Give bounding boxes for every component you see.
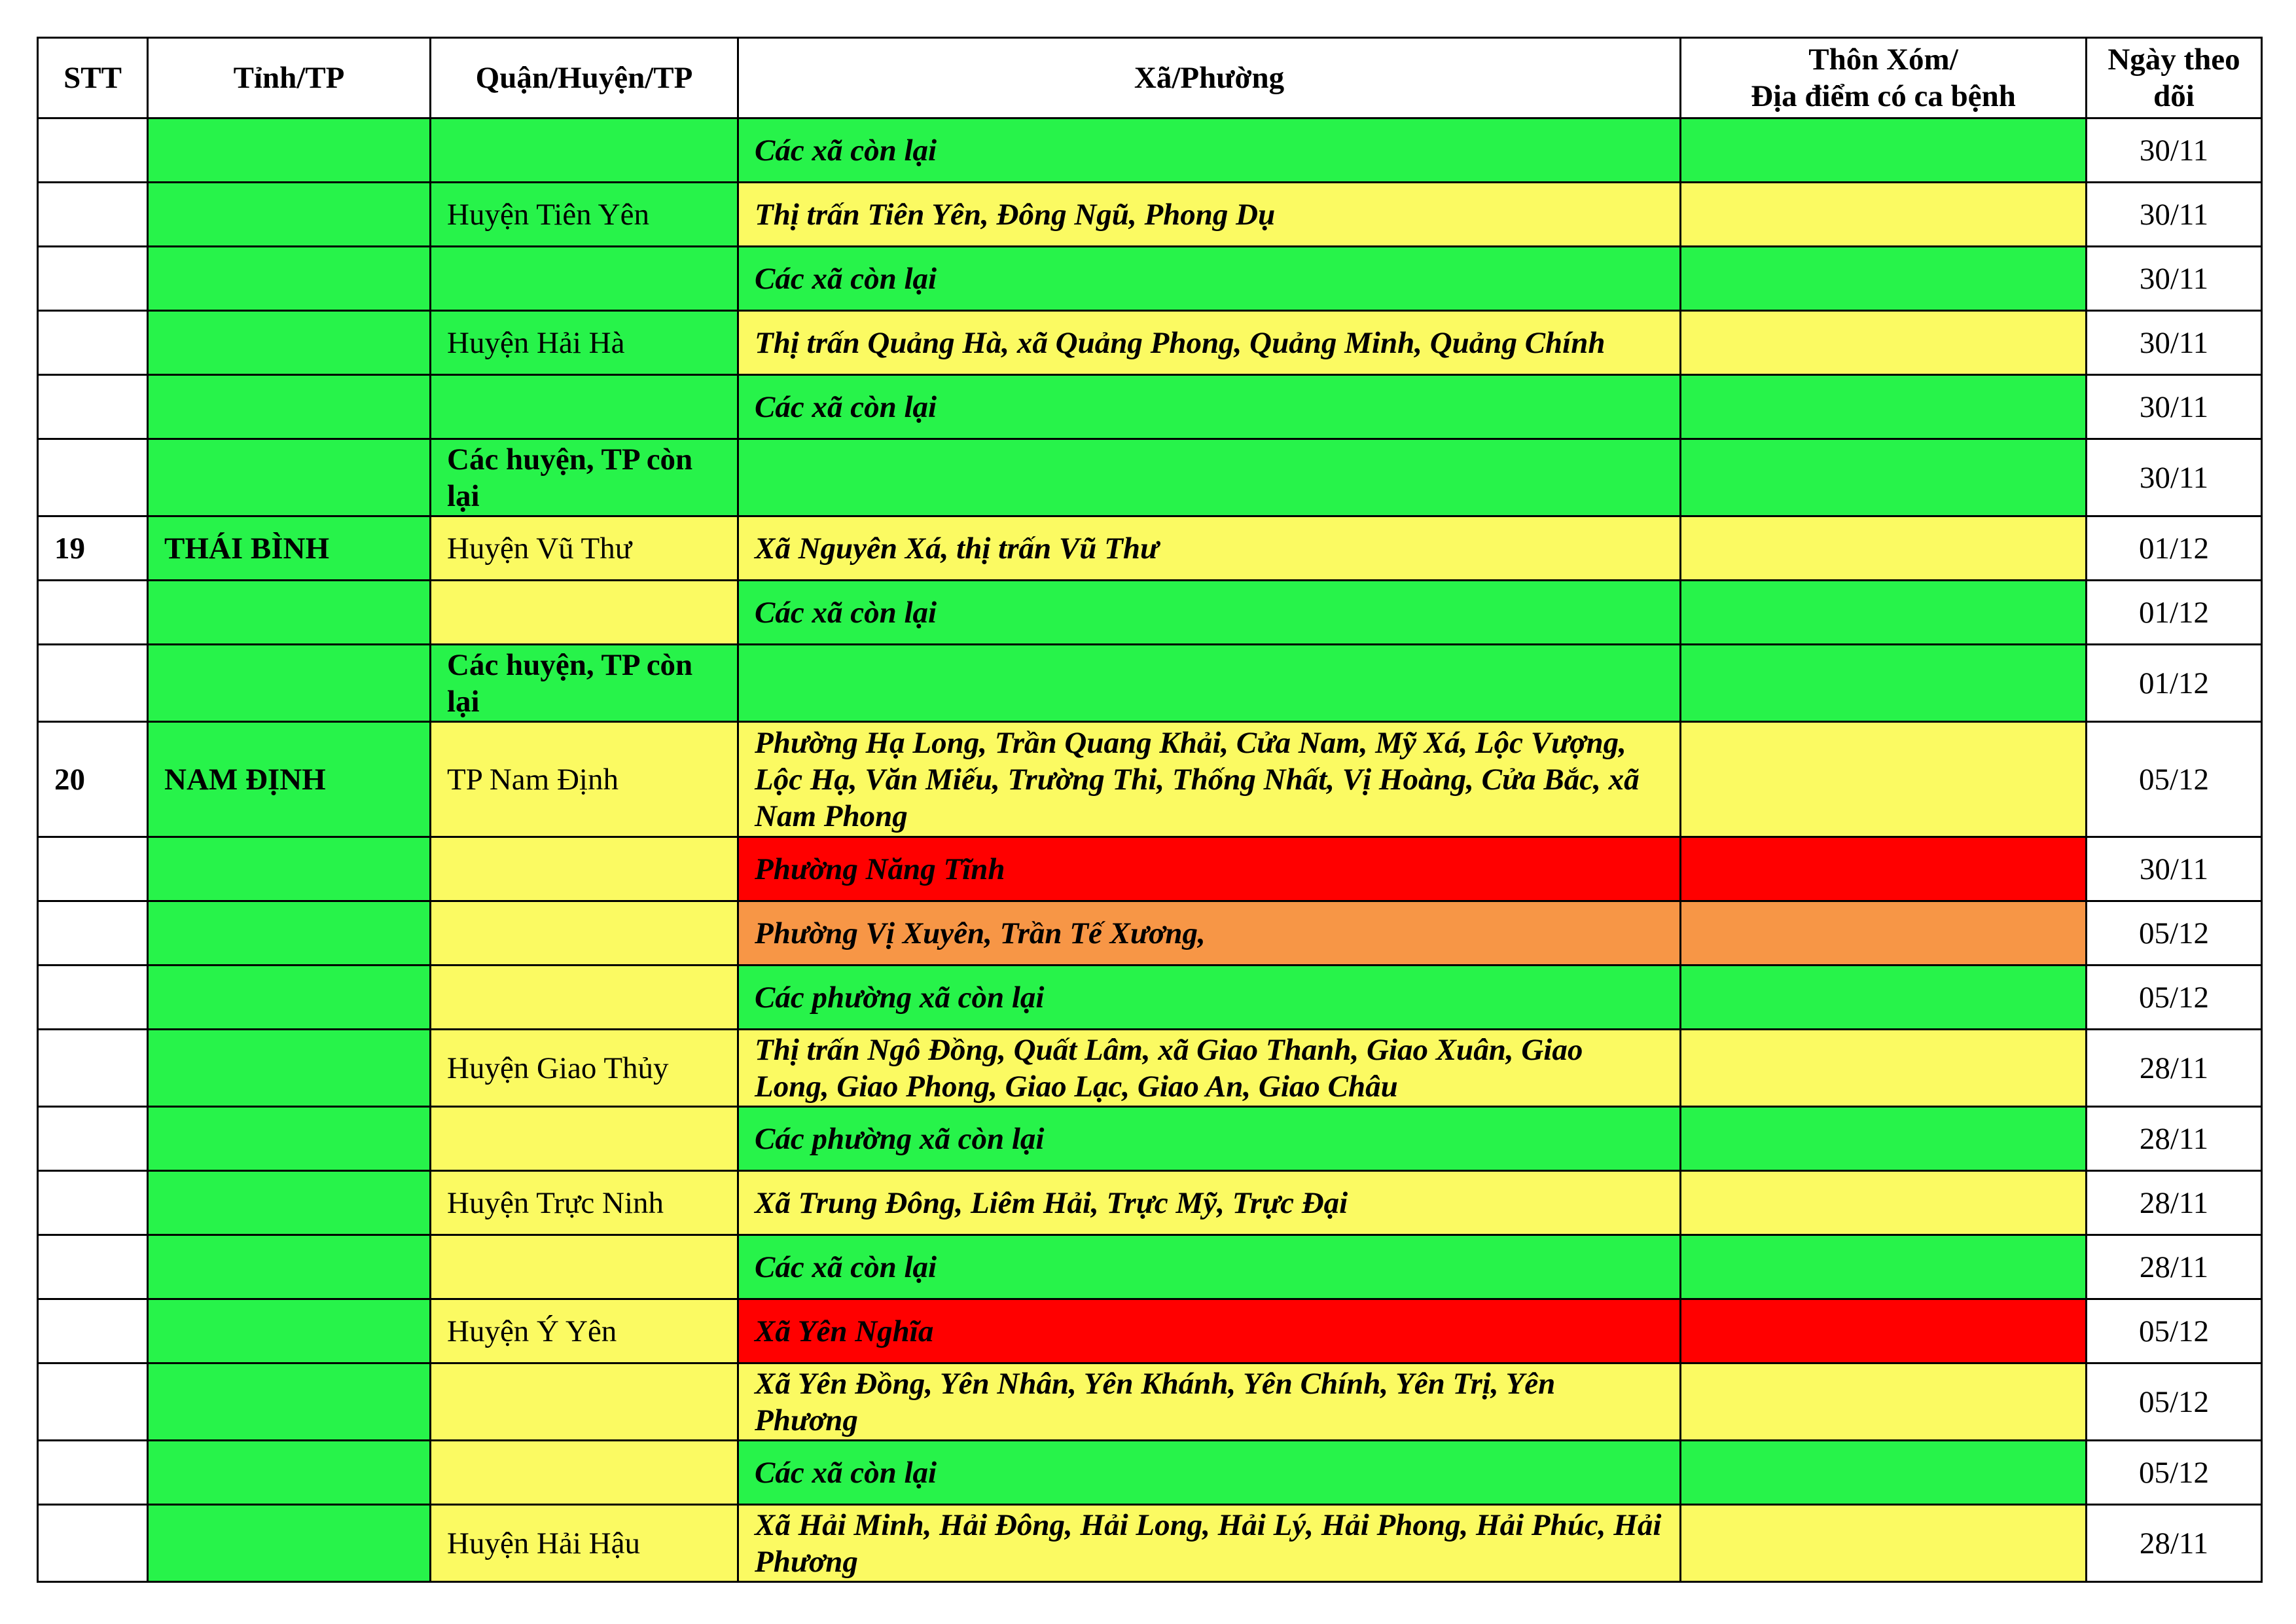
ward-cell [738,439,1681,516]
district-cell: Huyện Ý Yên [431,1299,738,1363]
district-cell [431,901,738,965]
stt-cell [38,118,148,183]
district-cell: Các huyện, TP còn lại [431,645,738,722]
table-row [38,118,2262,183]
district-cell [431,247,738,311]
table-row [38,645,2262,722]
hamlet-cell [1681,901,2087,965]
province-cell [148,581,431,645]
header-hamlet [1681,38,2087,118]
hamlet-cell [1681,965,2087,1030]
province-cell [148,1299,431,1363]
stt-cell [38,183,148,247]
hamlet-cell [1681,439,2087,516]
date-cell: 05/12 [2087,722,2262,837]
stt-cell [38,375,148,439]
hamlet-cell [1681,1299,2087,1363]
hamlet-cell [1681,311,2087,375]
ward-cell: Các xã còn lại [738,118,1681,183]
district-cell [431,375,738,439]
province-cell [148,1171,431,1235]
stt-cell [38,965,148,1030]
ward-cell: Các xã còn lại [738,1235,1681,1299]
header-date [2087,38,2262,118]
table-row [38,247,2262,311]
hamlet-cell [1681,1235,2087,1299]
stt-cell [38,1505,148,1582]
date-cell: 05/12 [2087,1299,2262,1363]
table-row [38,1171,2262,1235]
district-cell: Huyện Trực Ninh [431,1171,738,1235]
district-cell [431,1441,738,1505]
header-stt: STT [38,38,148,118]
covid-risk-table [37,37,2263,1583]
date-cell: 30/11 [2087,247,2262,311]
ward-cell: Các xã còn lại [738,581,1681,645]
stt-cell [38,581,148,645]
district-cell: Huyện Vũ Thư [431,516,738,581]
ward-cell: Xã Nguyên Xá, thị trấn Vũ Thư [738,516,1681,581]
hamlet-cell [1681,1441,2087,1505]
date-cell: 30/11 [2087,183,2262,247]
date-cell: 05/12 [2087,965,2262,1030]
ward-cell: Các xã còn lại [738,375,1681,439]
province-cell [148,1363,431,1441]
province-cell [148,439,431,516]
table-row [38,965,2262,1030]
hamlet-cell [1681,183,2087,247]
ward-cell: Các phường xã còn lại [738,965,1681,1030]
stt-cell [38,837,148,901]
header-province: Tỉnh/TP [148,38,431,118]
district-cell [431,118,738,183]
district-cell: Huyện Hải Hà [431,311,738,375]
stt-cell [38,439,148,516]
date-cell: 01/12 [2087,581,2262,645]
province-cell: THÁI BÌNH [148,516,431,581]
district-cell [431,581,738,645]
district-cell [431,1363,738,1441]
province-cell [148,1505,431,1582]
hamlet-cell [1681,1107,2087,1171]
table-row [38,722,2262,837]
ward-cell [738,645,1681,722]
province-cell [148,837,431,901]
date-cell: 30/11 [2087,439,2262,516]
date-cell: 28/11 [2087,1030,2262,1107]
date-cell: 28/11 [2087,1235,2262,1299]
province-cell [148,901,431,965]
hamlet-cell [1681,247,2087,311]
province-cell [148,645,431,722]
district-cell: Huyện Hải Hậu [431,1505,738,1582]
ward-cell: Xã Yên Nghĩa [738,1299,1681,1363]
ward-cell: Phường Vị Xuyên, Trần Tế Xương, [738,901,1681,965]
hamlet-cell [1681,722,2087,837]
ward-cell: Xã Hải Minh, Hải Đông, Hải Long, Hải Lý, Hải Phong, Hải Phúc, Hải Phương [738,1505,1681,1582]
header-district: Quận/Huyện/TP [431,38,738,118]
province-cell [148,247,431,311]
table-row [38,1107,2262,1171]
province-cell [148,965,431,1030]
table-row [38,837,2262,901]
table-row [38,311,2262,375]
date-cell: 05/12 [2087,1363,2262,1441]
date-cell: 05/12 [2087,1441,2262,1505]
province-cell [148,311,431,375]
hamlet-cell [1681,516,2087,581]
hamlet-cell [1681,118,2087,183]
table-row [38,375,2262,439]
district-cell [431,1235,738,1299]
stt-cell [38,1107,148,1171]
stt-cell: 20 [38,722,148,837]
stt-cell [38,1299,148,1363]
date-cell: 01/12 [2087,516,2262,581]
ward-cell: Thị trấn Ngô Đồng, Quất Lâm, xã Giao Thanh, Giao Xuân, Giao Long, Giao Phong, Giao Lạc, Giao An, Giao Châu [738,1030,1681,1107]
date-cell: 28/11 [2087,1505,2262,1582]
date-cell: 01/12 [2087,645,2262,722]
stt-cell [38,645,148,722]
stt-cell: 19 [38,516,148,581]
ward-cell: Các xã còn lại [738,1441,1681,1505]
header-date-line1: Ngày theo [2108,43,2240,77]
district-cell [431,1107,738,1171]
hamlet-cell [1681,837,2087,901]
table-row [38,1505,2262,1582]
stt-cell [38,247,148,311]
ward-cell: Xã Trung Đông, Liêm Hải, Trực Mỹ, Trực Đại [738,1171,1681,1235]
district-cell: Huyện Tiên Yên [431,183,738,247]
table-row [38,1235,2262,1299]
hamlet-cell [1681,1363,2087,1441]
district-cell: Huyện Giao Thủy [431,1030,738,1107]
province-cell [148,375,431,439]
date-cell: 05/12 [2087,901,2262,965]
stt-cell [38,311,148,375]
province-cell [148,1107,431,1171]
province-cell [148,183,431,247]
stt-cell [38,901,148,965]
stt-cell [38,1171,148,1235]
district-cell: TP Nam Định [431,722,738,837]
table-row [38,439,2262,516]
table-row [38,1299,2262,1363]
province-cell [148,1235,431,1299]
stt-cell [38,1441,148,1505]
table-row [38,1363,2262,1441]
hamlet-cell [1681,1171,2087,1235]
header-date-line2: dõi [2153,79,2195,113]
table-row [38,183,2262,247]
table-row [38,901,2262,965]
header-hamlet-line2: Địa điểm có ca bệnh [1751,79,2016,113]
header-ward: Xã/Phường [738,38,1681,118]
ward-cell: Xã Yên Đồng, Yên Nhân, Yên Khánh, Yên Chính, Yên Trị, Yên Phương [738,1363,1681,1441]
table-row [38,581,2262,645]
table-row [38,1441,2262,1505]
date-cell: 30/11 [2087,311,2262,375]
hamlet-cell [1681,581,2087,645]
stt-cell [38,1030,148,1107]
stt-cell [38,1363,148,1441]
table-row [38,516,2262,581]
hamlet-cell [1681,645,2087,722]
date-cell: 28/11 [2087,1171,2262,1235]
province-cell: NAM ĐỊNH [148,722,431,837]
province-cell [148,1030,431,1107]
date-cell: 28/11 [2087,1107,2262,1171]
hamlet-cell [1681,1505,2087,1582]
ward-cell: Các xã còn lại [738,247,1681,311]
province-cell [148,1441,431,1505]
table-row [38,1030,2262,1107]
stt-cell [38,1235,148,1299]
district-cell: Các huyện, TP còn lại [431,439,738,516]
header-row [38,38,2262,118]
ward-cell: Phường Hạ Long, Trần Quang Khải, Cửa Nam, Mỹ Xá, Lộc Vượng, Lộc Hạ, Văn Miếu, Trường Thi, Thống Nhất, Vị Hoàng, Cửa Bắc, xã Nam Phong [738,722,1681,837]
hamlet-cell [1681,1030,2087,1107]
ward-cell: Các phường xã còn lại [738,1107,1681,1171]
date-cell: 30/11 [2087,375,2262,439]
district-cell [431,965,738,1030]
district-cell [431,837,738,901]
hamlet-cell [1681,375,2087,439]
ward-cell: Thị trấn Tiên Yên, Đông Ngũ, Phong Dụ [738,183,1681,247]
header-hamlet-line1: Thôn Xóm/ [1808,43,1958,77]
ward-cell: Thị trấn Quảng Hà, xã Quảng Phong, Quảng Minh, Quảng Chính [738,311,1681,375]
date-cell: 30/11 [2087,118,2262,183]
date-cell: 30/11 [2087,837,2262,901]
ward-cell: Phường Năng Tĩnh [738,837,1681,901]
province-cell [148,118,431,183]
